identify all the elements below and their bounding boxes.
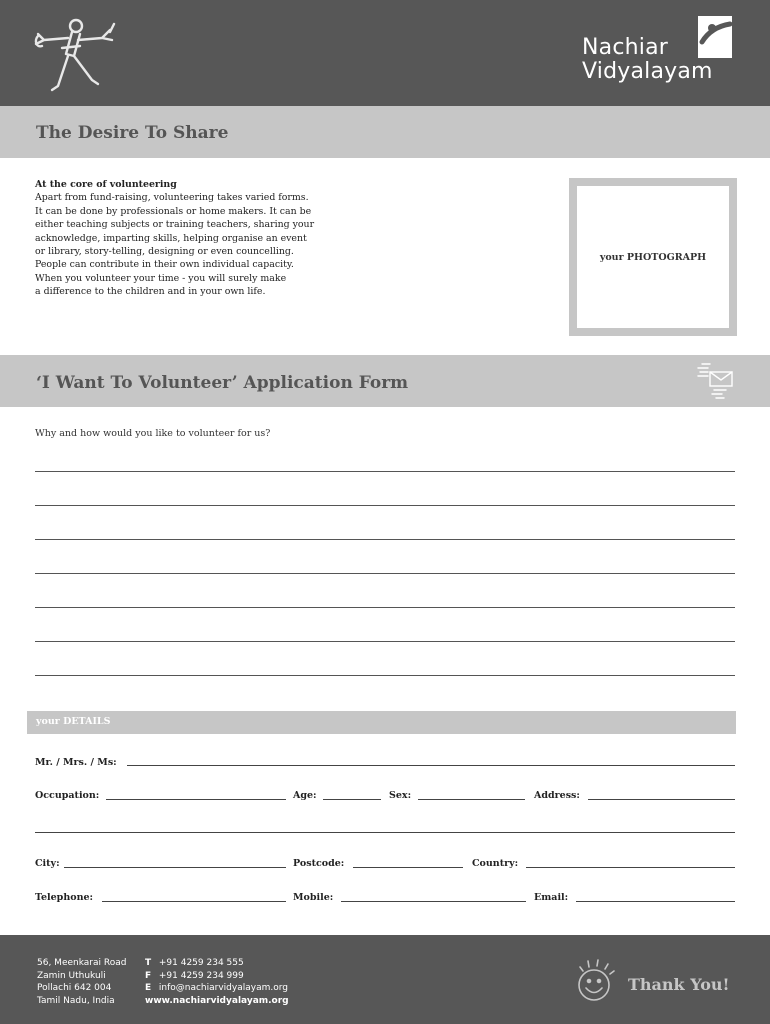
photo-placeholder: your PHOTOGRAPH — [577, 186, 729, 328]
form-title: ‘I Want To Volunteer’ Application Form — [36, 373, 409, 393]
name-label: Mr. / Mrs. / Ms: — [35, 757, 117, 768]
intro-text — [35, 178, 325, 299]
country-label: Country: — [472, 858, 519, 869]
photo-box[interactable] — [569, 178, 737, 336]
logo-line-1: Nachiar — [582, 35, 669, 60]
answer-line-3[interactable] — [35, 539, 735, 540]
intro-band — [0, 106, 770, 158]
answer-line-6[interactable] — [35, 641, 735, 642]
occupation-field[interactable] — [106, 799, 286, 800]
intro-line: or library, story-telling, designing or even councelling. — [35, 246, 294, 258]
address-field[interactable] — [588, 799, 735, 800]
name-field[interactable] — [127, 765, 735, 766]
intro-line: acknowledge, imparting skills, helping organise an event — [35, 232, 307, 244]
intro-title: The Desire To Share — [36, 123, 229, 143]
intro-line: People can contribute in their own individual capacity. — [35, 259, 294, 271]
fax-key: F — [145, 970, 152, 981]
envelope-icon — [696, 362, 736, 400]
telephone-field[interactable] — [102, 901, 286, 902]
intro-line: either teaching subjects or training teachers, sharing your — [35, 219, 315, 231]
form-band — [0, 355, 770, 407]
country-field[interactable] — [526, 867, 735, 868]
city-field[interactable] — [64, 867, 286, 868]
mobile-field[interactable] — [341, 901, 526, 902]
age-field[interactable] — [323, 799, 381, 800]
answer-line-2[interactable] — [35, 505, 735, 506]
address-line: 56, Meenkarai Road — [37, 958, 127, 968]
email-key: E — [145, 983, 152, 993]
intro-heading: At the core of volunteering — [35, 179, 177, 190]
intro-line: It can be done by professionals or home makers. It can be — [35, 205, 312, 217]
address-field-line-2[interactable] — [35, 832, 735, 833]
postcode-label: Postcode: — [293, 858, 345, 869]
page-header — [0, 0, 770, 106]
tel-key: T — [145, 958, 152, 968]
email-label: Email: — [534, 892, 569, 903]
address-line: Tamil Nadu, India — [37, 995, 115, 1006]
answer-line-7[interactable] — [35, 675, 735, 676]
answer-line-1[interactable] — [35, 471, 735, 472]
occupation-label: Occupation: — [35, 790, 100, 801]
city-label: City: — [35, 858, 60, 869]
sex-label: Sex: — [389, 790, 412, 801]
logo-wordmark — [582, 36, 732, 84]
address-label: Address: — [534, 790, 580, 801]
intro-line: When you volunteer your time - you will surely make — [35, 272, 287, 284]
thank-you-text: Thank You! — [628, 975, 730, 994]
contact-info — [145, 957, 289, 1007]
volunteer-question: Why and how would you like to volunteer for us? — [35, 428, 271, 439]
stick-figure-icon — [30, 14, 120, 94]
postcode-field[interactable] — [353, 867, 463, 868]
email-address[interactable]: info@nachiarvidyalayam.org — [158, 983, 288, 993]
telephone-label: Telephone: — [35, 892, 94, 903]
page-footer — [0, 935, 770, 1024]
sex-field[interactable] — [418, 799, 525, 800]
address-line: Pollachi 642 004 — [37, 983, 112, 993]
smiley-face-icon — [570, 957, 620, 1005]
answer-line-5[interactable] — [35, 607, 735, 608]
age-label: Age: — [293, 790, 317, 801]
details-title: your DETAILS — [36, 716, 111, 727]
intro-line: Apart from fund-raising, volunteering takes varied forms. — [35, 192, 309, 204]
answer-line-4[interactable] — [35, 573, 735, 574]
email-field[interactable] — [576, 901, 735, 902]
fax-number: +91 4259 234 999 — [158, 970, 244, 981]
address-line: Zamin Uthukuli — [37, 970, 106, 981]
logo-line-2: Vidyalayam — [582, 59, 713, 84]
intro-line: a difference to the children and in your own life. — [35, 286, 266, 298]
website-link[interactable]: www.nachiarvidyalayam.org — [145, 995, 289, 1006]
mobile-label: Mobile: — [293, 892, 334, 903]
postal-address — [37, 957, 126, 1007]
details-band — [27, 711, 736, 734]
telephone-number: +91 4259 234 555 — [158, 958, 244, 968]
